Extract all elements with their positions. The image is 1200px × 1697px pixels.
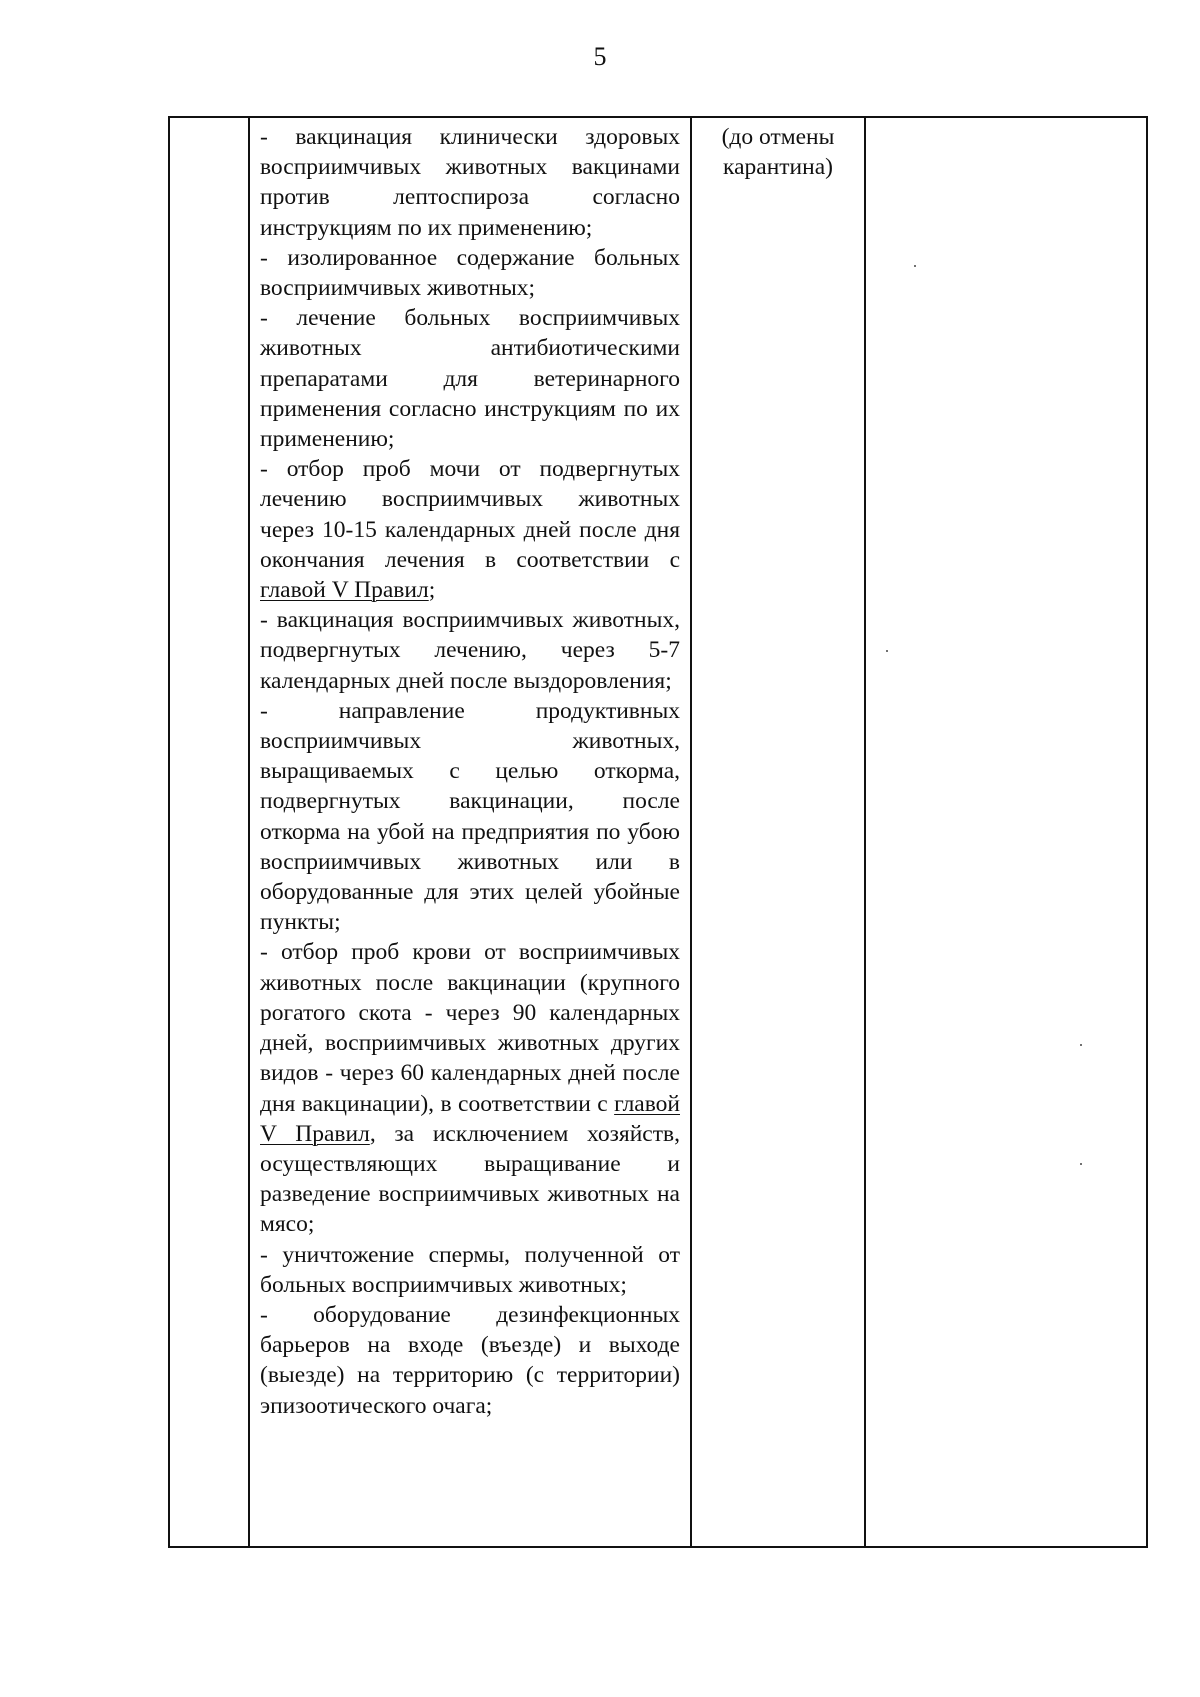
measure-text: - изолированное содержание больных восприимчивых животных; bbox=[260, 244, 680, 302]
measure-text: - оборудование дезинфекционных барьеров на входе (въезде) и выходе (выезде) на территорию (с территории) эпизоотического очага; bbox=[260, 1301, 680, 1419]
measure-text-continued: ; bbox=[428, 577, 436, 604]
measures-table bbox=[168, 116, 1148, 1548]
deadline-text bbox=[692, 118, 864, 182]
measure-text: - вакцинация восприимчивых животных, подвергнутых лечению, через 5-7 календарных дней после выздоровления; bbox=[260, 607, 680, 694]
measure-text-continued: , за исключением хозяйств, осуществляющих выращивание и разведение восприимчивых животных на мясо; bbox=[260, 1120, 680, 1238]
scan-speck bbox=[1080, 1044, 1082, 1046]
measure-text: - лечение больных восприимчивых животных антибиотическими препаратами для ветеринарного применения согласно инструкциям по их применению; bbox=[260, 305, 680, 453]
measure-text: - направление продуктивных восприимчивых животных, выращиваемых с целью откорма, подвергнутых вакцинации, после откорма на убой на предприятия по убою восприимчивых животных или в оборудованные для этих целей убойные пункты; bbox=[260, 697, 680, 936]
page-number: 5 bbox=[593, 42, 607, 71]
measure-item bbox=[260, 1240, 680, 1300]
measures-list bbox=[250, 118, 690, 1421]
measure-item bbox=[260, 243, 680, 303]
deadline-cell bbox=[691, 117, 865, 1547]
measure-text: - отбор проб крови от восприимчивых животных после вакцинации (крупного рогатого скота - через 90 календарных дней, восприимчивых животных других видов - через 60 календарных дней после дня вакцинации), в соответствии с bbox=[260, 939, 680, 1117]
scan-speck bbox=[1080, 1163, 1082, 1165]
rules-chapter-link[interactable]: главой V Правил bbox=[260, 1090, 680, 1147]
measure-item bbox=[260, 605, 680, 696]
rules-chapter-link[interactable]: главой V Правил bbox=[260, 577, 429, 604]
deadline-line-2: карантина) bbox=[723, 154, 833, 181]
measure-item bbox=[260, 1300, 680, 1421]
table-row bbox=[169, 117, 1147, 1547]
measure-item bbox=[260, 696, 680, 938]
measure-item bbox=[260, 454, 680, 605]
deadline-line-1: (до отмены bbox=[721, 124, 835, 150]
measure-item bbox=[260, 122, 680, 243]
responsible-cell bbox=[865, 117, 1147, 1547]
scan-speck bbox=[886, 650, 888, 652]
scan-speck bbox=[914, 265, 916, 267]
measure-text: - вакцинация клинически здоровых восприимчивых животных вакцинами против лептоспироза согласно инструкциям по их применению; bbox=[260, 124, 680, 241]
measure-item bbox=[260, 937, 680, 1239]
measure-item bbox=[260, 303, 680, 454]
number-cell bbox=[169, 117, 249, 1547]
measure-text: - отбор проб мочи от подвергнутых лечению восприимчивых животных через 10-15 календарных дней после дня окончания лечения в соответствии с bbox=[260, 456, 680, 573]
measures-cell bbox=[249, 117, 691, 1547]
measure-text: - уничтожение спермы, полученной от больных восприимчивых животных; bbox=[260, 1241, 680, 1298]
